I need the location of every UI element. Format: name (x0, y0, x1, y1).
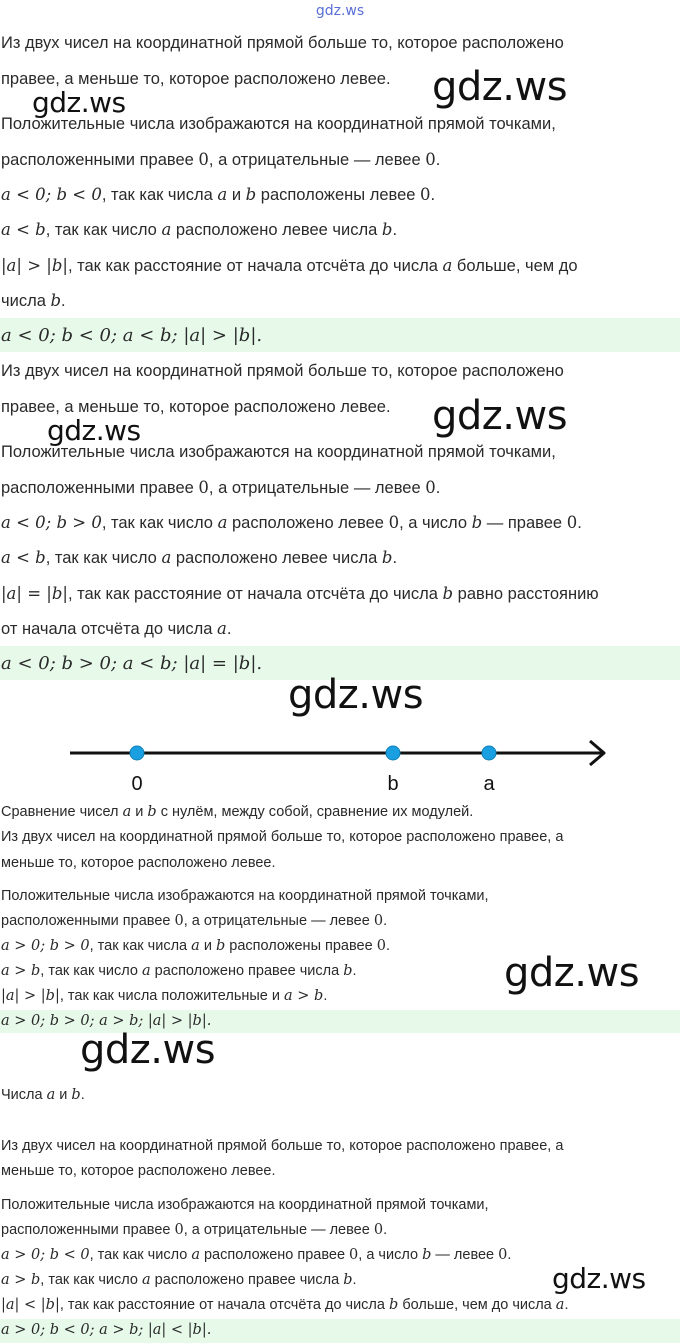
text: . (392, 221, 398, 239)
label-zero: 0 (131, 773, 143, 795)
zero: 0 (174, 913, 184, 929)
math: a < b (1, 548, 46, 567)
math: a < 0; b < 0 (1, 185, 102, 204)
math: a < 0; b > 0 (1, 513, 102, 532)
var-a: a (217, 619, 227, 638)
text: расположены правее (225, 938, 377, 954)
rule-1-line-b: меньше то, которое расположено левее. (1, 855, 276, 871)
modulus-line-b (1, 291, 66, 311)
text: , так как числа (89, 938, 192, 954)
var-b: b (245, 185, 257, 204)
var-a: a (161, 548, 172, 567)
text: . (577, 514, 582, 532)
var-b: b (147, 804, 157, 820)
modulus-line (1, 988, 327, 1004)
var-a: a (161, 220, 172, 239)
text: расположено правее (199, 1247, 350, 1263)
rule-2-line-a: Положительные числа изображаются на координатной прямой точками, (1, 1197, 489, 1213)
text: . (352, 1272, 357, 1288)
text: Сравнение чисел (1, 804, 123, 820)
var-b: b (71, 1087, 81, 1103)
var-b: b (381, 220, 393, 239)
var-b: b (343, 1272, 353, 1288)
watermark: gdz.ws (432, 64, 568, 110)
text: с нулём, между собой, сравнение их модулей. (156, 804, 474, 820)
top-watermark: gdz.ws (315, 3, 365, 19)
zero: 0 (420, 185, 431, 204)
compare-line (1, 1272, 357, 1288)
text: и (131, 804, 148, 820)
var-a: a (191, 1247, 200, 1263)
point-b (386, 746, 400, 760)
caption (1, 804, 473, 820)
text: . (80, 1087, 85, 1103)
text: расположено левее числа (171, 549, 382, 567)
text: . (392, 549, 398, 567)
var-b: b (389, 1297, 399, 1313)
point-zero (130, 746, 144, 760)
watermark: gdz.ws (504, 950, 640, 996)
math: a > 0; b > 0 (1, 938, 90, 954)
rule-2-line-a: Положительные числа изображаются на координатной прямой точками, (1, 115, 556, 133)
text: числа (1, 292, 51, 310)
rule-2-line-b (1, 478, 440, 498)
sign-line (1, 185, 435, 205)
var-a: a (142, 963, 151, 979)
rule-2-line-b (1, 150, 440, 170)
text: расположенными правее (1, 1222, 175, 1238)
text: , так как число (101, 514, 218, 532)
zero: 0 (566, 513, 578, 532)
text: расположено левее (227, 514, 389, 532)
rule-2-line-b (1, 913, 387, 929)
rule-1-line-a: Из двух чисел на координатной прямой больше то, которое расположено (1, 34, 564, 52)
rule-1-line-b: правее, а меньше то, которое расположено левее. (1, 70, 391, 88)
math: a > b (1, 1272, 41, 1288)
text: . (435, 479, 441, 497)
zero: 0 (376, 938, 386, 954)
rule-1-line-b: правее, а меньше то, которое расположено левее. (1, 398, 391, 416)
sign-line (1, 513, 582, 533)
text: расположенными правее (1, 151, 199, 169)
rule-1-line-b: меньше то, которое расположено левее. (1, 1163, 276, 1179)
text: , а отрицательные — левее (183, 1222, 374, 1238)
zero: 0 (349, 1247, 359, 1263)
zero: 0 (373, 1222, 384, 1238)
text: , так как число (45, 549, 162, 567)
zero: 0 (198, 478, 209, 497)
text: , так как число (89, 1247, 192, 1263)
text: и (55, 1087, 72, 1103)
text: больше, чем до (452, 257, 578, 275)
text: больше, чем до числа (398, 1297, 556, 1313)
math: a > b (1, 963, 41, 979)
text: . (226, 620, 232, 638)
answer-text: a > 0; b > 0; a > b; |a| > |b|. (1, 1013, 212, 1029)
var-a: a (217, 513, 228, 532)
compare-line (1, 548, 397, 568)
text: . (507, 1247, 512, 1263)
text: . (61, 292, 66, 310)
math: a > 0; b < 0 (1, 1247, 90, 1263)
text: . (430, 186, 436, 204)
rule-2-line-a: Положительные числа изображаются на координатной прямой точками, (1, 888, 489, 904)
var-b: b (422, 1247, 432, 1263)
text: , так как числа положительные и (59, 988, 285, 1004)
sign-line (1, 938, 390, 954)
watermark: gdz.ws (32, 86, 126, 119)
text: равно расстоянию (453, 585, 599, 603)
sign-line (1, 1247, 511, 1263)
text: , а отрицательные — левее (208, 151, 426, 169)
math: |a| > |b| (1, 256, 68, 275)
zero: 0 (388, 513, 400, 532)
text: , а число (399, 514, 472, 532)
text: . (385, 938, 390, 954)
var-b: b (471, 513, 483, 532)
text: . (352, 963, 357, 979)
text: . (383, 1222, 388, 1238)
answer-text: a < 0; b > 0; a < b; |a| = |b|. (1, 653, 263, 674)
watermark: gdz.ws (432, 393, 568, 439)
text: расположены левее (256, 186, 421, 204)
zero: 0 (373, 913, 384, 929)
modulus-line-a (1, 584, 599, 604)
zero: 0 (425, 150, 436, 169)
rule-2-line-b (1, 1222, 387, 1238)
point-a (482, 746, 496, 760)
text: , так как число (45, 221, 162, 239)
answer-4 (0, 1319, 680, 1343)
math: |a| > |b| (1, 988, 60, 1004)
zero: 0 (174, 1222, 184, 1238)
text: расположено левее числа (171, 221, 382, 239)
var-a: a (191, 938, 200, 954)
text: , так как расстояние от начала отсчёта до числа (67, 585, 443, 603)
watermark: gdz.ws (288, 672, 424, 718)
rule-1-line-a: Из двух чисел на координатной прямой больше то, которое расположено правее, а (1, 829, 564, 845)
answer-1 (0, 318, 680, 352)
rule-1-line-a: Из двух чисел на координатной прямой больше то, которое расположено (1, 362, 564, 380)
watermark: gdz.ws (47, 414, 141, 447)
math: a > b (284, 988, 324, 1004)
watermark: gdz.ws (552, 1262, 646, 1295)
var-a: a (442, 256, 453, 275)
text: . (323, 988, 328, 1004)
var-a: a (217, 185, 228, 204)
text: , а отрицательные — левее (183, 913, 374, 929)
text: . (383, 913, 388, 929)
text: расположенными правее (1, 913, 175, 929)
answer-text: a > 0; b < 0; a > b; |a| < |b|. (1, 1322, 212, 1338)
var-b: b (343, 963, 353, 979)
zero: 0 (498, 1247, 508, 1263)
text: , так как число (40, 1272, 142, 1288)
text: и (227, 186, 246, 204)
var-a: a (122, 804, 132, 820)
text: от начала отсчёта до числа (1, 620, 218, 638)
text: , так как расстояние от начала отсчёта до числа (67, 257, 443, 275)
var-b: b (442, 584, 454, 603)
compare-line (1, 963, 357, 979)
modulus-line-a (1, 256, 578, 276)
math: |a| < |b| (1, 1297, 60, 1313)
text: . (435, 151, 441, 169)
zero: 0 (198, 150, 209, 169)
text: , а отрицательные — левее (208, 479, 426, 497)
var-a: a (555, 1297, 565, 1313)
text: , так как числа (101, 186, 218, 204)
text: , а число (358, 1247, 423, 1263)
text: Числа (1, 1087, 47, 1103)
caption (1, 1087, 85, 1103)
text: расположенными правее (1, 479, 199, 497)
label-a: a (483, 773, 495, 795)
var-b: b (381, 548, 393, 567)
label-b: b (387, 773, 399, 795)
text: , так как число (40, 963, 142, 979)
answer-text: a < 0; b < 0; a < b; |a| > |b|. (1, 325, 263, 346)
math: |a| = |b| (1, 584, 68, 603)
modulus-line (1, 1297, 568, 1313)
modulus-line-b (1, 619, 231, 639)
var-a: a (142, 1272, 151, 1288)
var-a: a (46, 1087, 56, 1103)
math: a < b (1, 220, 46, 239)
text: — правее (482, 514, 567, 532)
rule-2-line-a: Положительные числа изображаются на координатной прямой точками, (1, 443, 556, 461)
rule-1-line-a: Из двух чисел на координатной прямой больше то, которое расположено правее, а (1, 1138, 564, 1154)
zero: 0 (425, 478, 436, 497)
compare-line (1, 220, 397, 240)
text: . (564, 1297, 569, 1313)
watermark: gdz.ws (80, 1027, 216, 1073)
text: и (199, 938, 216, 954)
text: — левее (431, 1247, 499, 1263)
text: расположено правее числа (150, 963, 344, 979)
number-line (0, 730, 680, 800)
var-b: b (215, 938, 226, 954)
var-b: b (50, 291, 62, 310)
text: , так как расстояние от начала отсчёта до числа (59, 1297, 389, 1313)
text: расположено правее числа (150, 1272, 344, 1288)
